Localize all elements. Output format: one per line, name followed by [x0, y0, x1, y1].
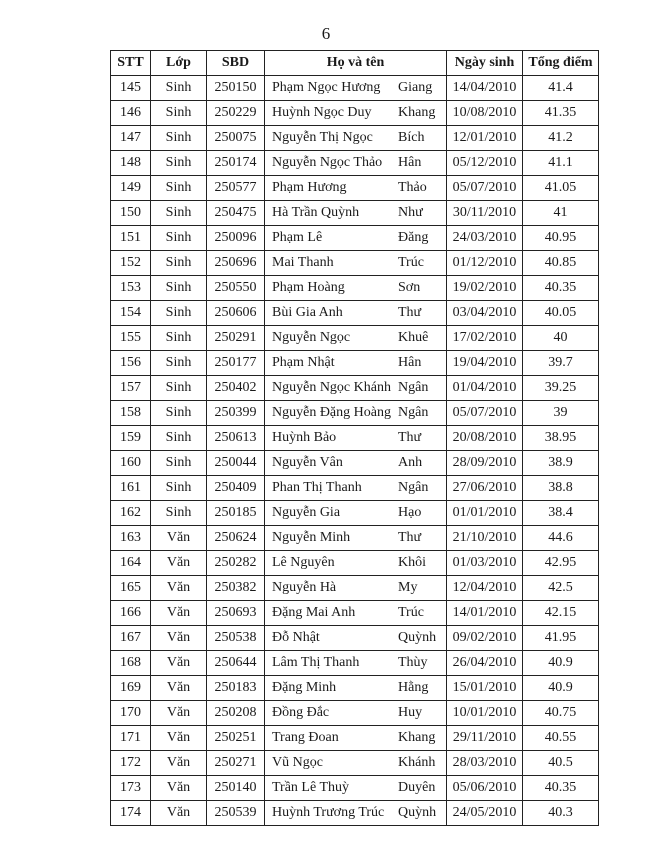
cell-tong-diem: 38.95: [523, 426, 599, 451]
table-row: [111, 326, 599, 351]
cell-stt: 160: [111, 451, 151, 476]
cell-ho-dem: Nguyễn Đặng Hoàng: [272, 405, 391, 420]
cell-ngay-sinh: 10/08/2010: [447, 101, 523, 126]
cell-ho-dem: Nguyễn Ngọc Khánh: [272, 380, 391, 395]
cell-stt: 170: [111, 701, 151, 726]
cell-stt: 152: [111, 251, 151, 276]
cell-lop: Văn: [151, 651, 207, 676]
cell-ngay-sinh: 29/11/2010: [447, 726, 523, 751]
cell-ho-dem: Lâm Thị Thanh: [272, 655, 360, 670]
cell-ten: Sơn: [398, 280, 421, 295]
cell-ho-dem: Hà Trần Quỳnh: [272, 205, 360, 220]
table-row: [111, 76, 599, 101]
cell-ten: Khánh: [398, 755, 436, 770]
cell-ten: Anh: [398, 455, 423, 470]
cell-ngay-sinh: 12/01/2010: [447, 126, 523, 151]
cell-ngay-sinh: 24/05/2010: [447, 801, 523, 826]
cell-ho-va-ten: [265, 176, 447, 201]
cell-stt: 146: [111, 101, 151, 126]
cell-ho-va-ten: [265, 451, 447, 476]
cell-stt: 167: [111, 626, 151, 651]
cell-sbd: 250282: [207, 551, 265, 576]
cell-ngay-sinh: 26/04/2010: [447, 651, 523, 676]
cell-tong-diem: 38.4: [523, 501, 599, 526]
cell-stt: 165: [111, 576, 151, 601]
cell-ho-dem: Nguyễn Thị Ngọc: [272, 130, 373, 145]
cell-ngay-sinh: 14/01/2010: [447, 601, 523, 626]
cell-ten: Duyên: [398, 780, 436, 795]
cell-lop: Sinh: [151, 151, 207, 176]
cell-ho-dem: Trần Lê Thuỳ: [272, 780, 349, 795]
cell-ten: Đăng: [398, 230, 429, 245]
cell-ten: Giang: [398, 80, 433, 95]
cell-ngay-sinh: 05/07/2010: [447, 401, 523, 426]
cell-ho-dem: Vũ Ngọc: [272, 755, 323, 770]
cell-ho-va-ten: [265, 76, 447, 101]
cell-sbd: 250075: [207, 126, 265, 151]
table-row: [111, 251, 599, 276]
cell-tong-diem: 44.6: [523, 526, 599, 551]
table-row: [111, 301, 599, 326]
cell-sbd: 250229: [207, 101, 265, 126]
cell-ngay-sinh: 19/04/2010: [447, 351, 523, 376]
cell-ho-va-ten: [265, 301, 447, 326]
cell-ho-va-ten: [265, 401, 447, 426]
cell-sbd: 250402: [207, 376, 265, 401]
cell-lop: Sinh: [151, 351, 207, 376]
cell-sbd: 250140: [207, 776, 265, 801]
cell-lop: Sinh: [151, 376, 207, 401]
table-row: [111, 551, 599, 576]
cell-sbd: 250185: [207, 501, 265, 526]
table-row: [111, 526, 599, 551]
header-sbd: SBD: [207, 51, 265, 76]
table-row: [111, 401, 599, 426]
cell-lop: Sinh: [151, 301, 207, 326]
cell-ho-va-ten: [265, 501, 447, 526]
cell-ho-va-ten: [265, 151, 447, 176]
cell-ngay-sinh: 15/01/2010: [447, 676, 523, 701]
cell-ten: Thùy: [398, 655, 428, 670]
cell-ho-dem: Phạm Hoàng: [272, 280, 345, 295]
cell-ngay-sinh: 27/06/2010: [447, 476, 523, 501]
cell-ho-va-ten: [265, 276, 447, 301]
cell-ngay-sinh: 05/07/2010: [447, 176, 523, 201]
cell-tong-diem: 41.35: [523, 101, 599, 126]
cell-ten: Thảo: [398, 180, 427, 195]
cell-tong-diem: 41.05: [523, 176, 599, 201]
table-row: [111, 126, 599, 151]
cell-sbd: 250409: [207, 476, 265, 501]
cell-ho-dem: Đỗ Nhật: [272, 630, 320, 645]
table-row: [111, 201, 599, 226]
cell-ho-va-ten: [265, 251, 447, 276]
cell-ten: Thư: [398, 530, 422, 545]
cell-lop: Sinh: [151, 201, 207, 226]
cell-ho-dem: Nguyễn Minh: [272, 530, 351, 545]
cell-ho-va-ten: [265, 201, 447, 226]
cell-ho-va-ten: [265, 376, 447, 401]
cell-ho-va-ten: [265, 226, 447, 251]
cell-ho-dem: Phạm Hương: [272, 180, 347, 195]
cell-stt: 156: [111, 351, 151, 376]
cell-ten: Trúc: [398, 605, 424, 620]
cell-ngay-sinh: 03/04/2010: [447, 301, 523, 326]
cell-ho-dem: Đồng Đắc: [272, 705, 330, 720]
cell-sbd: 250550: [207, 276, 265, 301]
cell-ten: Hân: [398, 155, 422, 170]
cell-ngay-sinh: 01/03/2010: [447, 551, 523, 576]
cell-ngay-sinh: 09/02/2010: [447, 626, 523, 651]
cell-tong-diem: 41.2: [523, 126, 599, 151]
table-row: [111, 626, 599, 651]
cell-lop: Sinh: [151, 276, 207, 301]
header-ho-va-ten: Họ và tên: [265, 51, 447, 76]
cell-sbd: 250538: [207, 626, 265, 651]
header-ngay-sinh: Ngày sinh: [447, 51, 523, 76]
table-row: [111, 651, 599, 676]
cell-sbd: 250271: [207, 751, 265, 776]
cell-ten: Ngân: [398, 480, 429, 495]
cell-tong-diem: 40.35: [523, 776, 599, 801]
table-row: [111, 776, 599, 801]
cell-ngay-sinh: 28/09/2010: [447, 451, 523, 476]
cell-lop: Sinh: [151, 326, 207, 351]
cell-ho-va-ten: [265, 751, 447, 776]
cell-tong-diem: 40.55: [523, 726, 599, 751]
cell-ho-dem: Huỳnh Ngọc Duy: [272, 105, 372, 120]
cell-tong-diem: 40.3: [523, 801, 599, 826]
cell-stt: 172: [111, 751, 151, 776]
cell-stt: 148: [111, 151, 151, 176]
cell-ho-va-ten: [265, 101, 447, 126]
cell-ho-va-ten: [265, 776, 447, 801]
cell-ngay-sinh: 20/08/2010: [447, 426, 523, 451]
cell-ngay-sinh: 01/12/2010: [447, 251, 523, 276]
cell-lop: Sinh: [151, 76, 207, 101]
cell-ho-va-ten: [265, 326, 447, 351]
cell-ngay-sinh: 05/06/2010: [447, 776, 523, 801]
cell-stt: 150: [111, 201, 151, 226]
cell-ten: Ngân: [398, 405, 429, 420]
cell-lop: Sinh: [151, 451, 207, 476]
cell-ho-va-ten: [265, 476, 447, 501]
cell-ngay-sinh: 05/12/2010: [447, 151, 523, 176]
table-row: [111, 451, 599, 476]
cell-stt: 161: [111, 476, 151, 501]
cell-stt: 155: [111, 326, 151, 351]
cell-ngay-sinh: 17/02/2010: [447, 326, 523, 351]
cell-tong-diem: 40.05: [523, 301, 599, 326]
cell-ngay-sinh: 12/04/2010: [447, 576, 523, 601]
cell-sbd: 250251: [207, 726, 265, 751]
table-row: [111, 601, 599, 626]
cell-tong-diem: 38.8: [523, 476, 599, 501]
cell-tong-diem: 40.5: [523, 751, 599, 776]
cell-ho-dem: Bùi Gia Anh: [272, 305, 343, 320]
cell-sbd: 250044: [207, 451, 265, 476]
cell-ten: Thư: [398, 430, 422, 445]
cell-sbd: 250183: [207, 676, 265, 701]
cell-ten: Như: [398, 205, 423, 220]
cell-tong-diem: 39.25: [523, 376, 599, 401]
cell-ngay-sinh: 01/01/2010: [447, 501, 523, 526]
cell-ho-va-ten: [265, 676, 447, 701]
cell-ho-va-ten: [265, 426, 447, 451]
cell-ho-dem: Trang Đoan: [272, 730, 339, 745]
cell-ho-dem: Huỳnh Trương Trúc: [272, 805, 385, 820]
cell-ho-dem: Nguyễn Ngọc: [272, 330, 351, 345]
cell-stt: 149: [111, 176, 151, 201]
cell-stt: 158: [111, 401, 151, 426]
table-row: [111, 376, 599, 401]
cell-stt: 173: [111, 776, 151, 801]
cell-lop: Sinh: [151, 101, 207, 126]
table-header-row: [111, 51, 599, 76]
cell-lop: Văn: [151, 801, 207, 826]
cell-tong-diem: 40.95: [523, 226, 599, 251]
cell-lop: Văn: [151, 726, 207, 751]
cell-lop: Văn: [151, 751, 207, 776]
cell-sbd: 250291: [207, 326, 265, 351]
cell-ho-va-ten: [265, 626, 447, 651]
cell-ten: Thư: [398, 305, 422, 320]
cell-ten: Hân: [398, 355, 422, 370]
table-row: [111, 151, 599, 176]
cell-lop: Sinh: [151, 501, 207, 526]
table-row: [111, 701, 599, 726]
cell-ngay-sinh: 28/03/2010: [447, 751, 523, 776]
cell-stt: 171: [111, 726, 151, 751]
header-stt: STT: [111, 51, 151, 76]
cell-ho-dem: Phạm Lê: [272, 230, 323, 245]
cell-ten: Ngân: [398, 380, 429, 395]
cell-ho-dem: Phan Thị Thanh: [272, 480, 362, 495]
cell-sbd: 250174: [207, 151, 265, 176]
header-lop: Lớp: [151, 51, 207, 76]
cell-stt: 147: [111, 126, 151, 151]
cell-ho-dem: Phạm Ngọc Hương: [272, 80, 381, 95]
table-row: [111, 351, 599, 376]
cell-ho-va-ten: [265, 601, 447, 626]
cell-ho-dem: Nguyễn Gia: [272, 505, 341, 520]
table-row: [111, 501, 599, 526]
cell-ho-dem: Mai Thanh: [272, 255, 334, 270]
cell-tong-diem: 42.95: [523, 551, 599, 576]
cell-stt: 169: [111, 676, 151, 701]
cell-lop: Văn: [151, 526, 207, 551]
cell-tong-diem: 41: [523, 201, 599, 226]
cell-stt: 145: [111, 76, 151, 101]
cell-lop: Sinh: [151, 226, 207, 251]
cell-ho-va-ten: [265, 126, 447, 151]
cell-ten: Khuê: [398, 330, 429, 345]
cell-ten: Hạo: [398, 505, 422, 520]
cell-ten: Trúc: [398, 255, 424, 270]
page-number: 6: [321, 24, 331, 43]
cell-ten: Khang: [398, 730, 436, 745]
cell-ten: My: [398, 580, 418, 595]
cell-ngay-sinh: 24/03/2010: [447, 226, 523, 251]
cell-sbd: 250696: [207, 251, 265, 276]
cell-tong-diem: 40.75: [523, 701, 599, 726]
cell-sbd: 250613: [207, 426, 265, 451]
cell-tong-diem: 40.9: [523, 676, 599, 701]
cell-stt: 164: [111, 551, 151, 576]
cell-ten: Quỳnh: [398, 805, 437, 820]
cell-tong-diem: 42.15: [523, 601, 599, 626]
cell-ten: Hằng: [398, 680, 429, 695]
cell-lop: Sinh: [151, 426, 207, 451]
cell-ngay-sinh: 01/04/2010: [447, 376, 523, 401]
cell-sbd: 250624: [207, 526, 265, 551]
cell-tong-diem: 41.95: [523, 626, 599, 651]
cell-sbd: 250208: [207, 701, 265, 726]
cell-tong-diem: 40: [523, 326, 599, 351]
cell-ho-dem: Đặng Minh: [272, 680, 337, 695]
cell-lop: Văn: [151, 676, 207, 701]
cell-tong-diem: 39: [523, 401, 599, 426]
cell-ngay-sinh: 30/11/2010: [447, 201, 523, 226]
cell-ho-va-ten: [265, 651, 447, 676]
cell-sbd: 250177: [207, 351, 265, 376]
cell-tong-diem: 39.7: [523, 351, 599, 376]
cell-lop: Văn: [151, 551, 207, 576]
cell-tong-diem: 41.1: [523, 151, 599, 176]
cell-lop: Sinh: [151, 176, 207, 201]
cell-stt: 163: [111, 526, 151, 551]
table-row: [111, 751, 599, 776]
cell-tong-diem: 40.35: [523, 276, 599, 301]
cell-ho-dem: Đặng Mai Anh: [272, 605, 356, 620]
cell-ho-va-ten: [265, 551, 447, 576]
cell-ngay-sinh: 19/02/2010: [447, 276, 523, 301]
cell-stt: 162: [111, 501, 151, 526]
cell-ho-va-ten: [265, 526, 447, 551]
cell-ngay-sinh: 14/04/2010: [447, 76, 523, 101]
cell-tong-diem: 41.4: [523, 76, 599, 101]
cell-lop: Sinh: [151, 251, 207, 276]
cell-sbd: 250539: [207, 801, 265, 826]
cell-ho-va-ten: [265, 576, 447, 601]
cell-ho-dem: Nguyễn Hà: [272, 580, 337, 595]
cell-ten: Quỳnh: [398, 630, 437, 645]
cell-ho-dem: Lê Nguyên: [272, 555, 335, 570]
cell-sbd: 250606: [207, 301, 265, 326]
cell-ho-dem: Phạm Nhật: [272, 355, 335, 370]
cell-ho-va-ten: [265, 801, 447, 826]
table-row: [111, 676, 599, 701]
cell-sbd: 250096: [207, 226, 265, 251]
cell-stt: 153: [111, 276, 151, 301]
cell-lop: Văn: [151, 626, 207, 651]
table-row: [111, 726, 599, 751]
cell-tong-diem: 38.9: [523, 451, 599, 476]
cell-ngay-sinh: 21/10/2010: [447, 526, 523, 551]
table-row: [111, 426, 599, 451]
cell-lop: Văn: [151, 576, 207, 601]
cell-ho-dem: Nguyễn Vân: [272, 455, 343, 470]
table-row: [111, 101, 599, 126]
table-row: [111, 576, 599, 601]
cell-stt: 166: [111, 601, 151, 626]
cell-lop: Văn: [151, 701, 207, 726]
cell-lop: Sinh: [151, 476, 207, 501]
cell-stt: 151: [111, 226, 151, 251]
results-table: [110, 50, 599, 826]
cell-ho-dem: Nguyễn Ngọc Thảo: [272, 155, 383, 170]
cell-sbd: 250475: [207, 201, 265, 226]
cell-stt: 154: [111, 301, 151, 326]
cell-stt: 157: [111, 376, 151, 401]
cell-tong-diem: 42.5: [523, 576, 599, 601]
cell-ho-dem: Huỳnh Bảo: [272, 430, 337, 445]
cell-sbd: 250693: [207, 601, 265, 626]
cell-tong-diem: 40.85: [523, 251, 599, 276]
cell-ten: Khôi: [398, 555, 426, 570]
cell-lop: Văn: [151, 601, 207, 626]
cell-sbd: 250150: [207, 76, 265, 101]
cell-lop: Sinh: [151, 401, 207, 426]
header-tong-diem: Tổng điểm: [523, 51, 599, 76]
cell-tong-diem: 40.9: [523, 651, 599, 676]
cell-ten: Khang: [398, 105, 436, 120]
table-row: [111, 801, 599, 826]
cell-stt: 159: [111, 426, 151, 451]
table-row: [111, 176, 599, 201]
cell-ho-va-ten: [265, 726, 447, 751]
cell-stt: 168: [111, 651, 151, 676]
table-row: [111, 226, 599, 251]
cell-sbd: 250399: [207, 401, 265, 426]
cell-ho-va-ten: [265, 701, 447, 726]
cell-ho-va-ten: [265, 351, 447, 376]
cell-lop: Sinh: [151, 126, 207, 151]
table-row: [111, 476, 599, 501]
cell-sbd: 250382: [207, 576, 265, 601]
cell-sbd: 250644: [207, 651, 265, 676]
cell-stt: 174: [111, 801, 151, 826]
cell-ten: Huy: [398, 705, 423, 720]
cell-lop: Văn: [151, 776, 207, 801]
cell-sbd: 250577: [207, 176, 265, 201]
table-row: [111, 276, 599, 301]
cell-ten: Bích: [398, 130, 425, 145]
cell-ngay-sinh: 10/01/2010: [447, 701, 523, 726]
